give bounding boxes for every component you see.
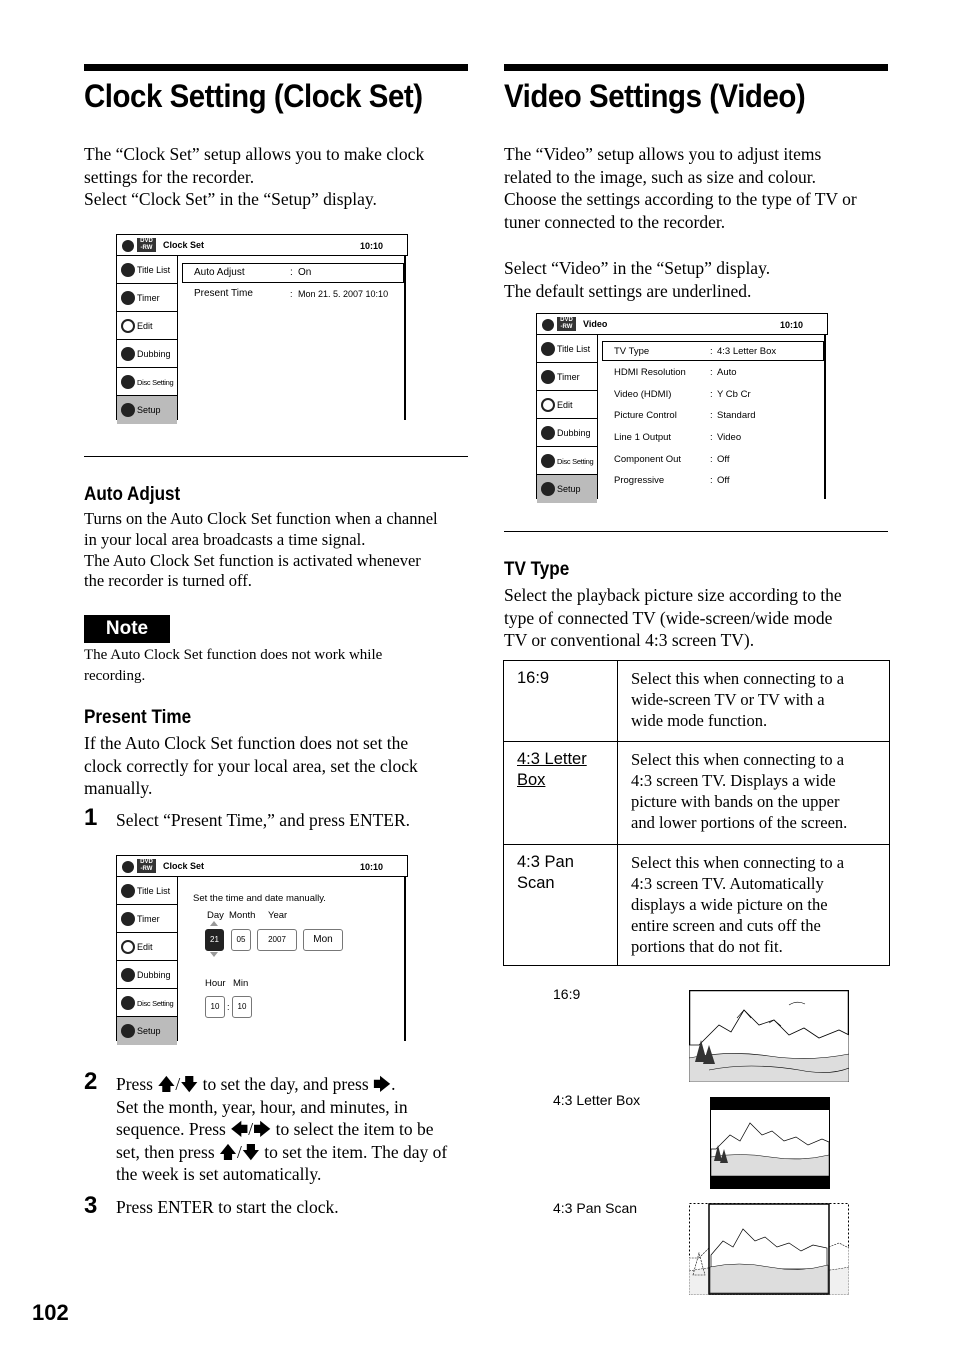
clock-set-screen	[116, 234, 408, 424]
landscape-16-9-image	[689, 990, 849, 1082]
component-out-label: Component Out	[614, 454, 682, 465]
hdmi-resolution-sep: :	[710, 367, 713, 378]
line1-output-value: Video	[717, 432, 742, 443]
dubbing-icon	[121, 968, 135, 982]
hdmi-resolution-label: HDMI Resolution	[614, 367, 686, 378]
dvd-rw-badge: DVD -RW	[137, 238, 156, 252]
step-2-text: Press 🡅/🡇 to set the day, and press 🡆. Set the month, year, hour, and minutes, in sequence. Press 🡄/🡆 to select the item to be set, then press 🡅/🡇 to set the item. The day of the week is set automatically.	[116, 1074, 448, 1184]
sidebar-item-disc-setting: Disc Setting	[537, 447, 597, 475]
step-2-number: 2	[84, 1068, 98, 1095]
option-cell: 16:9	[504, 661, 618, 742]
disc-icon	[122, 240, 134, 252]
present-time-text: If the Auto Clock Set function does not set the clock correctly for your local area, set the clock manually.	[84, 733, 418, 798]
sidebar-item-timer: Timer	[117, 284, 177, 312]
scissors-icon	[541, 398, 555, 412]
component-out-value: Off	[717, 454, 730, 465]
table-row	[504, 845, 890, 966]
video-intro-2: Select “Video” in the “Setup” display. The default settings are underlined.	[504, 258, 771, 301]
note-label: Note	[84, 615, 170, 643]
present-time-label: Present Time	[194, 288, 253, 299]
screen-header	[536, 313, 828, 335]
min-label: Min	[233, 978, 249, 989]
down-arrow-icon	[210, 952, 218, 957]
timer-icon	[541, 370, 555, 384]
sidebar-item-title-list: Title List	[537, 335, 597, 363]
auto-adjust-heading: Auto Adjust	[84, 484, 181, 505]
up-arrow-icon: 🡅	[219, 1141, 238, 1162]
sidebar-item-title-list: Title List	[117, 877, 177, 905]
setup-sidebar	[116, 256, 178, 420]
toolbox-icon	[541, 482, 555, 496]
screen-title: Clock Set	[163, 861, 205, 871]
auto-adjust-sep: :	[290, 267, 293, 278]
line1-output-sep: :	[710, 432, 713, 443]
sidebar-item-dubbing: Dubbing	[537, 419, 597, 447]
down-arrow-icon: 🡇	[180, 1074, 199, 1094]
illustration-label-pan-scan: 4:3 Pan Scan	[553, 1200, 638, 1216]
tv-type-label: TV Type	[614, 346, 650, 357]
sidebar-item-timer: Timer	[117, 905, 177, 933]
screen-time: 10:10	[779, 320, 803, 330]
toolbox-icon	[121, 1024, 135, 1038]
video-settings-screen	[536, 313, 828, 503]
screen-right-edge	[824, 335, 826, 499]
sidebar-item-title-list: Title List	[117, 256, 177, 284]
sidebar-item-edit: Edit	[117, 312, 177, 340]
page-number: 102	[32, 1300, 69, 1325]
up-arrow-icon: 🡅	[157, 1074, 176, 1094]
tv-type-table	[503, 660, 890, 966]
timer-icon	[121, 912, 135, 926]
scissors-icon	[121, 319, 135, 333]
screen-header	[116, 855, 408, 877]
screen-time: 10:10	[359, 862, 383, 872]
up-arrow-icon	[210, 921, 218, 926]
landscape-pan-scan-image	[689, 1203, 849, 1295]
screen-title: Video	[583, 319, 608, 329]
picture-control-sep: :	[710, 410, 713, 421]
table-row	[504, 661, 890, 742]
sidebar-item-edit: Edit	[537, 391, 597, 419]
illustration-label-16-9: 16:9	[553, 986, 581, 1002]
sidebar-item-setup: Setup	[117, 396, 177, 424]
picture-control-value: Standard	[717, 410, 756, 421]
tv-type-text: Select the playback picture size according to the type of connected TV (wide-screen/wide mode TV or conventional 4:3 screen TV).	[504, 585, 842, 650]
right-arrow-icon: 🡆	[373, 1074, 392, 1094]
day-field: 21	[205, 929, 224, 951]
description-cell: Select this when connecting to a 4:3 screen TV. Displays a wide picture with bands on the upper and lower portions of the screen.	[618, 742, 890, 845]
dvd-rw-badge: DVD -RW	[137, 859, 156, 873]
setup-sidebar	[536, 335, 598, 499]
tv-type-sep: :	[710, 346, 713, 357]
sidebar-item-timer: Timer	[537, 363, 597, 391]
note-text: The Auto Clock Set function does not work while recording.	[84, 647, 383, 684]
sidebar-item-dubbing: Dubbing	[117, 961, 177, 989]
divider-left	[84, 456, 468, 457]
option-cell: 4:3 Pan Scan	[504, 845, 618, 966]
auto-adjust-text: Turns on the Auto Clock Set function when a channel in your local area broadcasts a time signal. The Auto Clock Set function is activated whenever the recorder is turned off.	[84, 509, 438, 591]
month-field: 05	[231, 929, 251, 951]
scissors-icon	[121, 940, 135, 954]
sidebar-item-disc-setting: Disc Setting	[117, 989, 177, 1017]
down-arrow-icon: 🡇	[241, 1141, 260, 1162]
picture-control-label: Picture Control	[614, 410, 677, 421]
clock-intro: The “Clock Set” setup allows you to make clock settings for the recorder. Select “Clock Set” in the “Setup” display.	[84, 144, 425, 209]
step-1-number: 1	[84, 804, 98, 831]
disc-icon	[122, 861, 134, 873]
page-title-clock-setting: Clock Setting (Clock Set)	[84, 78, 423, 114]
video-intro: The “Video” setup allows you to adjust items related to the image, such as size and colour. Choose the settings according to the type of TV or tuner connected to the recorder.	[504, 144, 857, 232]
disc-setting-icon	[541, 454, 555, 468]
line1-output-label: Line 1 Output	[614, 432, 672, 443]
title-rule-right	[504, 64, 888, 71]
video-hdmi-sep: :	[710, 389, 713, 400]
tv-type-heading: TV Type	[504, 559, 570, 580]
screen-title: Clock Set	[163, 240, 205, 250]
setup-sidebar	[116, 877, 178, 1041]
title-list-icon	[121, 884, 135, 898]
sidebar-item-edit: Edit	[117, 933, 177, 961]
screen-right-edge	[404, 877, 406, 1041]
video-hdmi-value: Y Cb Cr	[717, 389, 751, 400]
timer-icon	[121, 291, 135, 305]
dubbing-icon	[541, 426, 555, 440]
sidebar-item-setup: Setup	[117, 1017, 177, 1045]
disc-setting-icon	[121, 375, 135, 389]
min-field: 10	[232, 996, 252, 1018]
toolbox-icon	[121, 403, 135, 417]
page-title-video-settings: Video Settings (Video)	[504, 78, 806, 114]
day-label: Day	[207, 910, 224, 921]
clock-set-manual-screen	[116, 855, 408, 1045]
title-list-icon	[121, 263, 135, 277]
landscape-letter-box-image	[710, 1097, 830, 1189]
illustration-label-letter-box: 4:3 Letter Box	[553, 1092, 641, 1108]
disc-icon	[542, 319, 554, 331]
progressive-label: Progressive	[614, 475, 665, 486]
step-1-text: Select “Present Time,” and press ENTER.	[116, 810, 411, 830]
screen-right-edge	[404, 256, 406, 420]
hdmi-resolution-value: Auto	[717, 367, 737, 378]
video-hdmi-label: Video (HDMI)	[614, 389, 672, 400]
year-field: 2007	[257, 929, 297, 951]
month-label: Month	[229, 910, 256, 921]
progressive-sep: :	[710, 475, 713, 486]
screen-time: 10:10	[359, 241, 383, 251]
auto-adjust-value: On	[298, 267, 312, 278]
table-row	[504, 742, 890, 845]
description-cell: Select this when connecting to a 4:3 screen TV. Automatically displays a wide picture on the entire screen and cuts off the portions that do not fit.	[618, 845, 890, 966]
present-time-heading: Present Time	[84, 707, 192, 728]
screen-header	[116, 234, 408, 256]
left-arrow-icon: 🡄	[230, 1119, 249, 1139]
progressive-value: Off	[717, 475, 730, 486]
divider-right	[504, 531, 888, 532]
option-cell: 4:3 Letter Box	[504, 742, 618, 845]
step-3-text: Press ENTER to start the clock.	[116, 1197, 339, 1217]
step-3-number: 3	[84, 1192, 98, 1219]
title-list-icon	[541, 342, 555, 356]
title-rule-left	[84, 64, 468, 71]
description-cell: Select this when connecting to a wide-screen TV or TV with a wide mode function.	[618, 661, 890, 742]
auto-adjust-label: Auto Adjust	[194, 267, 245, 278]
component-out-sep: :	[710, 454, 713, 465]
instruction-text: Set the time and date manually.	[193, 893, 326, 904]
time-sep: :	[227, 1002, 230, 1012]
present-time-sep: :	[290, 289, 293, 299]
hour-field: 10	[205, 996, 225, 1018]
present-time-value: Mon 21. 5. 2007 10:10	[298, 289, 389, 299]
year-label: Year	[268, 910, 288, 921]
weekday-field: Mon	[303, 929, 343, 951]
hour-label: Hour	[205, 978, 226, 989]
disc-setting-icon	[121, 996, 135, 1010]
tv-type-value: 4:3 Letter Box	[717, 346, 777, 357]
sidebar-item-dubbing: Dubbing	[117, 340, 177, 368]
right-arrow-icon: 🡆	[253, 1119, 272, 1139]
sidebar-item-setup: Setup	[537, 475, 597, 503]
sidebar-item-disc-setting: Disc Setting	[117, 368, 177, 396]
dvd-rw-badge: DVD -RW	[557, 317, 576, 331]
dubbing-icon	[121, 347, 135, 361]
